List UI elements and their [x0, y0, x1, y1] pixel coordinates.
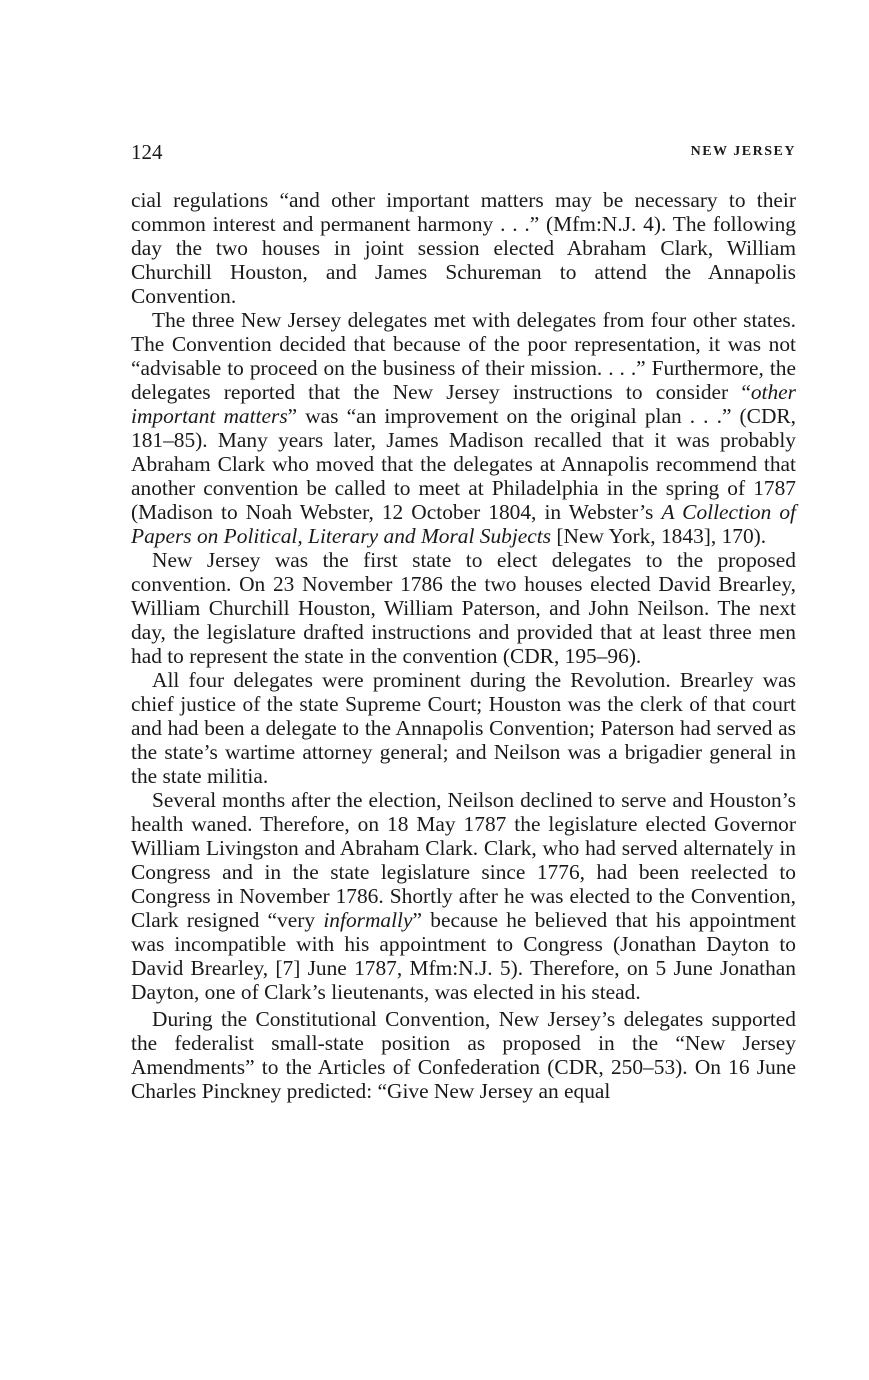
paragraph-text: All four delegates were prominent during the Revolution. Brearley was chief justice of the state Supreme Court; Houston was the clerk of that court and had been a delegate to the Annapolis Convention; Paterson had served as the state’s wartime attorney general; and Neilson was a brigadier general in the state militia.	[131, 668, 796, 788]
paragraph-4	[131, 668, 796, 788]
page-number: 124	[131, 140, 163, 164]
paragraph-2	[131, 308, 796, 548]
page-header	[131, 140, 796, 170]
paragraph-text: The three New Jersey delegates met with delegates from four other states. The Convention decided that because of the poor representation, it was not “advisable to proceed on the business of their mission. . . .” Furthermore, the delegates reported that the New Jersey instructions to consider “	[131, 308, 796, 404]
paragraph-text: Several months after the election, Neilson declined to serve and Houston’s health waned. Therefore, on 18 May 1787 the legislature elected Governor William Livingston and Abraham Clark. Clark, who had served alternately in Congress and in the state legislature since 1776, had been reelected to Congress in November 1786. Shortly after he was elected to the Convention, Clark resigned “very	[131, 788, 796, 932]
paragraph-text: New Jersey was the first state to elect delegates to the proposed convention. On 23 November 1786 the two houses elected David Brearley, William Churchill Houston, William Paterson, and John Neilson. The next day, the legislature drafted instructions and provided that at least three men had to represent the state in the convention (CDR, 195–96).	[131, 548, 796, 668]
paragraph-1	[131, 188, 796, 308]
paragraph-text: During the Constitutional Convention, New Jersey’s delegates supported the federalist small-state position as proposed in the “New Jersey Amendments” to the Articles of Confederation (CDR, 250–53). On 16 June Charles Pinckney predicted: “Give New Jersey an equal	[131, 1007, 796, 1103]
italic-phrase: other important matters	[131, 380, 796, 428]
paragraph-6	[131, 1007, 796, 1103]
paragraph-text: cial regulations “and other important matters may be necessary to their common interest and permanent harmony . . .” (Mfm:N.J. 4). The following day the two houses in joint session elected Abraham Clark, William Churchill Houston, and James Schureman to attend the Annapolis Convention.	[131, 188, 796, 308]
paragraph-text: ” was “an improvement on the original plan . . .” (CDR, 181–85). Many years later, James Madison recalled that it was probably Abraham Clark who moved that the delegates at Annapolis recommend that another convention be called to meet at Philadelphia in the spring of 1787 (Madison to Noah Webster, 12 October 1804, in Webster’s	[131, 404, 797, 524]
italic-phrase: informally	[323, 908, 413, 932]
running-head: NEW JERSEY	[690, 144, 796, 159]
paragraph-text: ” because he believed that his appointment was incompatible with his appointment to Congress (Jonathan Dayton to David Brearley, [7] June 1787, Mfm:N.J. 5). Therefore, on 5 June Jonathan Dayton, one of Clark’s lieutenants, was elected in his stead.	[131, 908, 796, 1004]
book-title: A Collection of Papers on Political, Literary and Moral Subjects	[131, 500, 796, 548]
paragraph-5	[131, 788, 796, 1004]
paragraph-text: [New York, 1843], 170).	[551, 524, 767, 548]
body-text	[131, 188, 796, 1103]
paragraph-3	[131, 548, 796, 668]
